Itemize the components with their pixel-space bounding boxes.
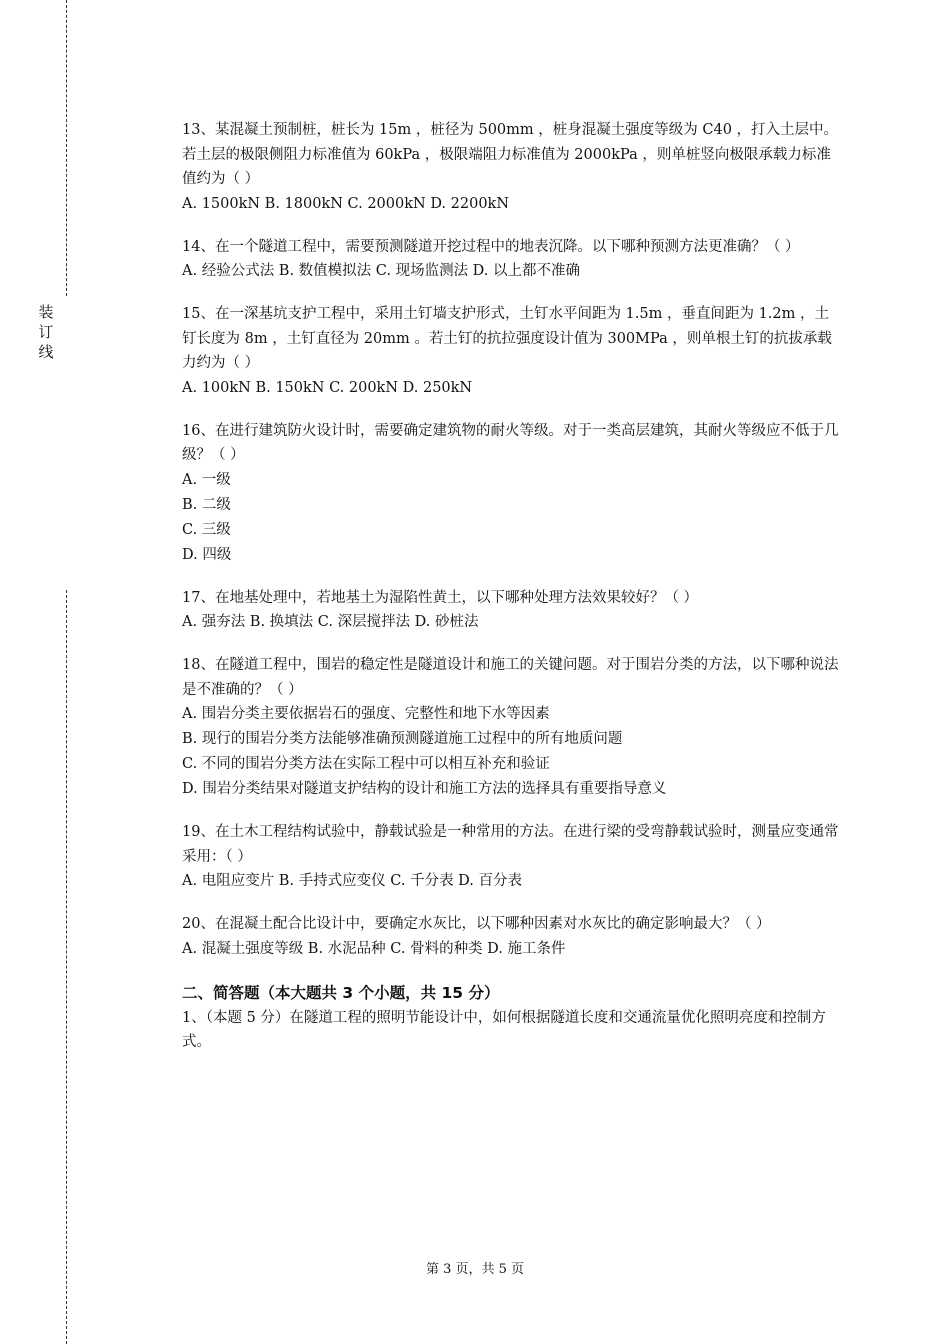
question-stem: 13、某混凝土预制桩，桩长为 15m ，桩径为 500mm ，桩身混凝土强度等级为 C40 ，打入土层中。若土层的极限侧阻力标准值为 60kPa ，极限端阻力标准值为 2000kPa ，则单桩竖向极限承载力标准值约为（ ）	[182, 122, 839, 187]
question-stem: 20、在混凝土配合比设计中，要确定水灰比，以下哪种因素对水灰比的确定影响最大？（ ）	[182, 916, 771, 932]
question-options: A. 1500kN B. 1800kN C. 2000kN D. 2200kN	[182, 195, 510, 212]
option-d: D. 四级	[182, 546, 232, 563]
binding-line-label	[37, 302, 55, 362]
option-a: A. 一级	[182, 471, 231, 488]
short-answer-question-1: 1、（本题 5 分）在隧道工程的照明节能设计中，如何根据隧道长度和交通流量优化照明亮度和控制方式。	[182, 1009, 826, 1050]
question-17	[182, 586, 842, 636]
option-a: A. 围岩分类主要依据岩石的强度、完整性和地下水等因素	[182, 706, 550, 722]
question-stem: 18、在隧道工程中，围岩的稳定性是隧道设计和施工的关键问题。对于围岩分类的方法，以下哪种说法是不准确的？（ ）	[182, 657, 839, 698]
question-18	[182, 653, 842, 802]
exam-content	[182, 118, 842, 1055]
binding-char: 装	[38, 303, 54, 321]
page-footer: 第 3 页，共 5 页	[425, 1262, 525, 1277]
question-14	[182, 235, 842, 285]
question-options: A. 经验公式法 B. 数值模拟法 C. 现场监测法 D. 以上都不准确	[182, 263, 581, 279]
section-title: 二、简答题（本大题共 3 个小题，共 15 分）	[182, 983, 500, 1002]
question-options: A. 100kN B. 150kN C. 200kN D. 250kN	[182, 379, 473, 396]
option-d: D. 围岩分类结果对隧道支护结构的设计和施工方法的选择具有重要指导意义	[182, 781, 667, 797]
question-stem: 19、在土木工程结构试验中，静载试验是一种常用的方法。在进行梁的受弯静载试验时，测量应变通常采用：（ ）	[182, 824, 839, 865]
option-b: B. 现行的围岩分类方法能够准确预测隧道施工过程中的所有地质问题	[182, 731, 623, 747]
question-stem: 17、在地基处理中，若地基土为湿陷性黄土，以下哪种处理方法效果较好？（ ）	[182, 589, 699, 606]
binding-char: 线	[38, 343, 54, 361]
binding-line-bottom	[66, 590, 67, 1344]
question-options: A. 电阻应变片 B. 手持式应变仪 C. 千分表 D. 百分表	[182, 873, 523, 889]
question-15	[182, 302, 842, 401]
question-stem: 16、在进行建筑防火设计时，需要确定建筑物的耐火等级。对于一类高层建筑，其耐火等级应不低于几级？（ ）	[182, 422, 839, 463]
option-c: C. 不同的围岩分类方法在实际工程中可以相互补充和验证	[182, 756, 550, 772]
question-options: A. 强夯法 B. 换填法 C. 深层搅拌法 D. 砂桩法	[182, 614, 479, 630]
question-stem: 14、在一个隧道工程中，需要预测隧道开挖过程中的地表沉降。以下哪种预测方法更准确？（ ）	[182, 238, 800, 255]
binding-char: 订	[38, 323, 54, 341]
question-options: A. 混凝土强度等级 B. 水泥品种 C. 骨料的种类 D. 施工条件	[182, 940, 566, 957]
question-20	[182, 912, 842, 962]
binding-line-top	[66, 0, 67, 296]
option-b: B. 二级	[182, 496, 231, 513]
option-c: C. 三级	[182, 521, 231, 538]
question-19	[182, 820, 842, 894]
question-16	[182, 419, 842, 568]
question-stem: 15、在一深基坑支护工程中，采用土钉墙支护形式，土钉水平间距为 1.5m ，垂直间距为 1.2m ，土钉长度为 8m ，土钉直径为 20mm 。若土钉的抗拉强度设计值为 300MPa ，则单根土钉的抗拔承载力约为（ ）	[182, 306, 832, 371]
question-13	[182, 118, 842, 217]
